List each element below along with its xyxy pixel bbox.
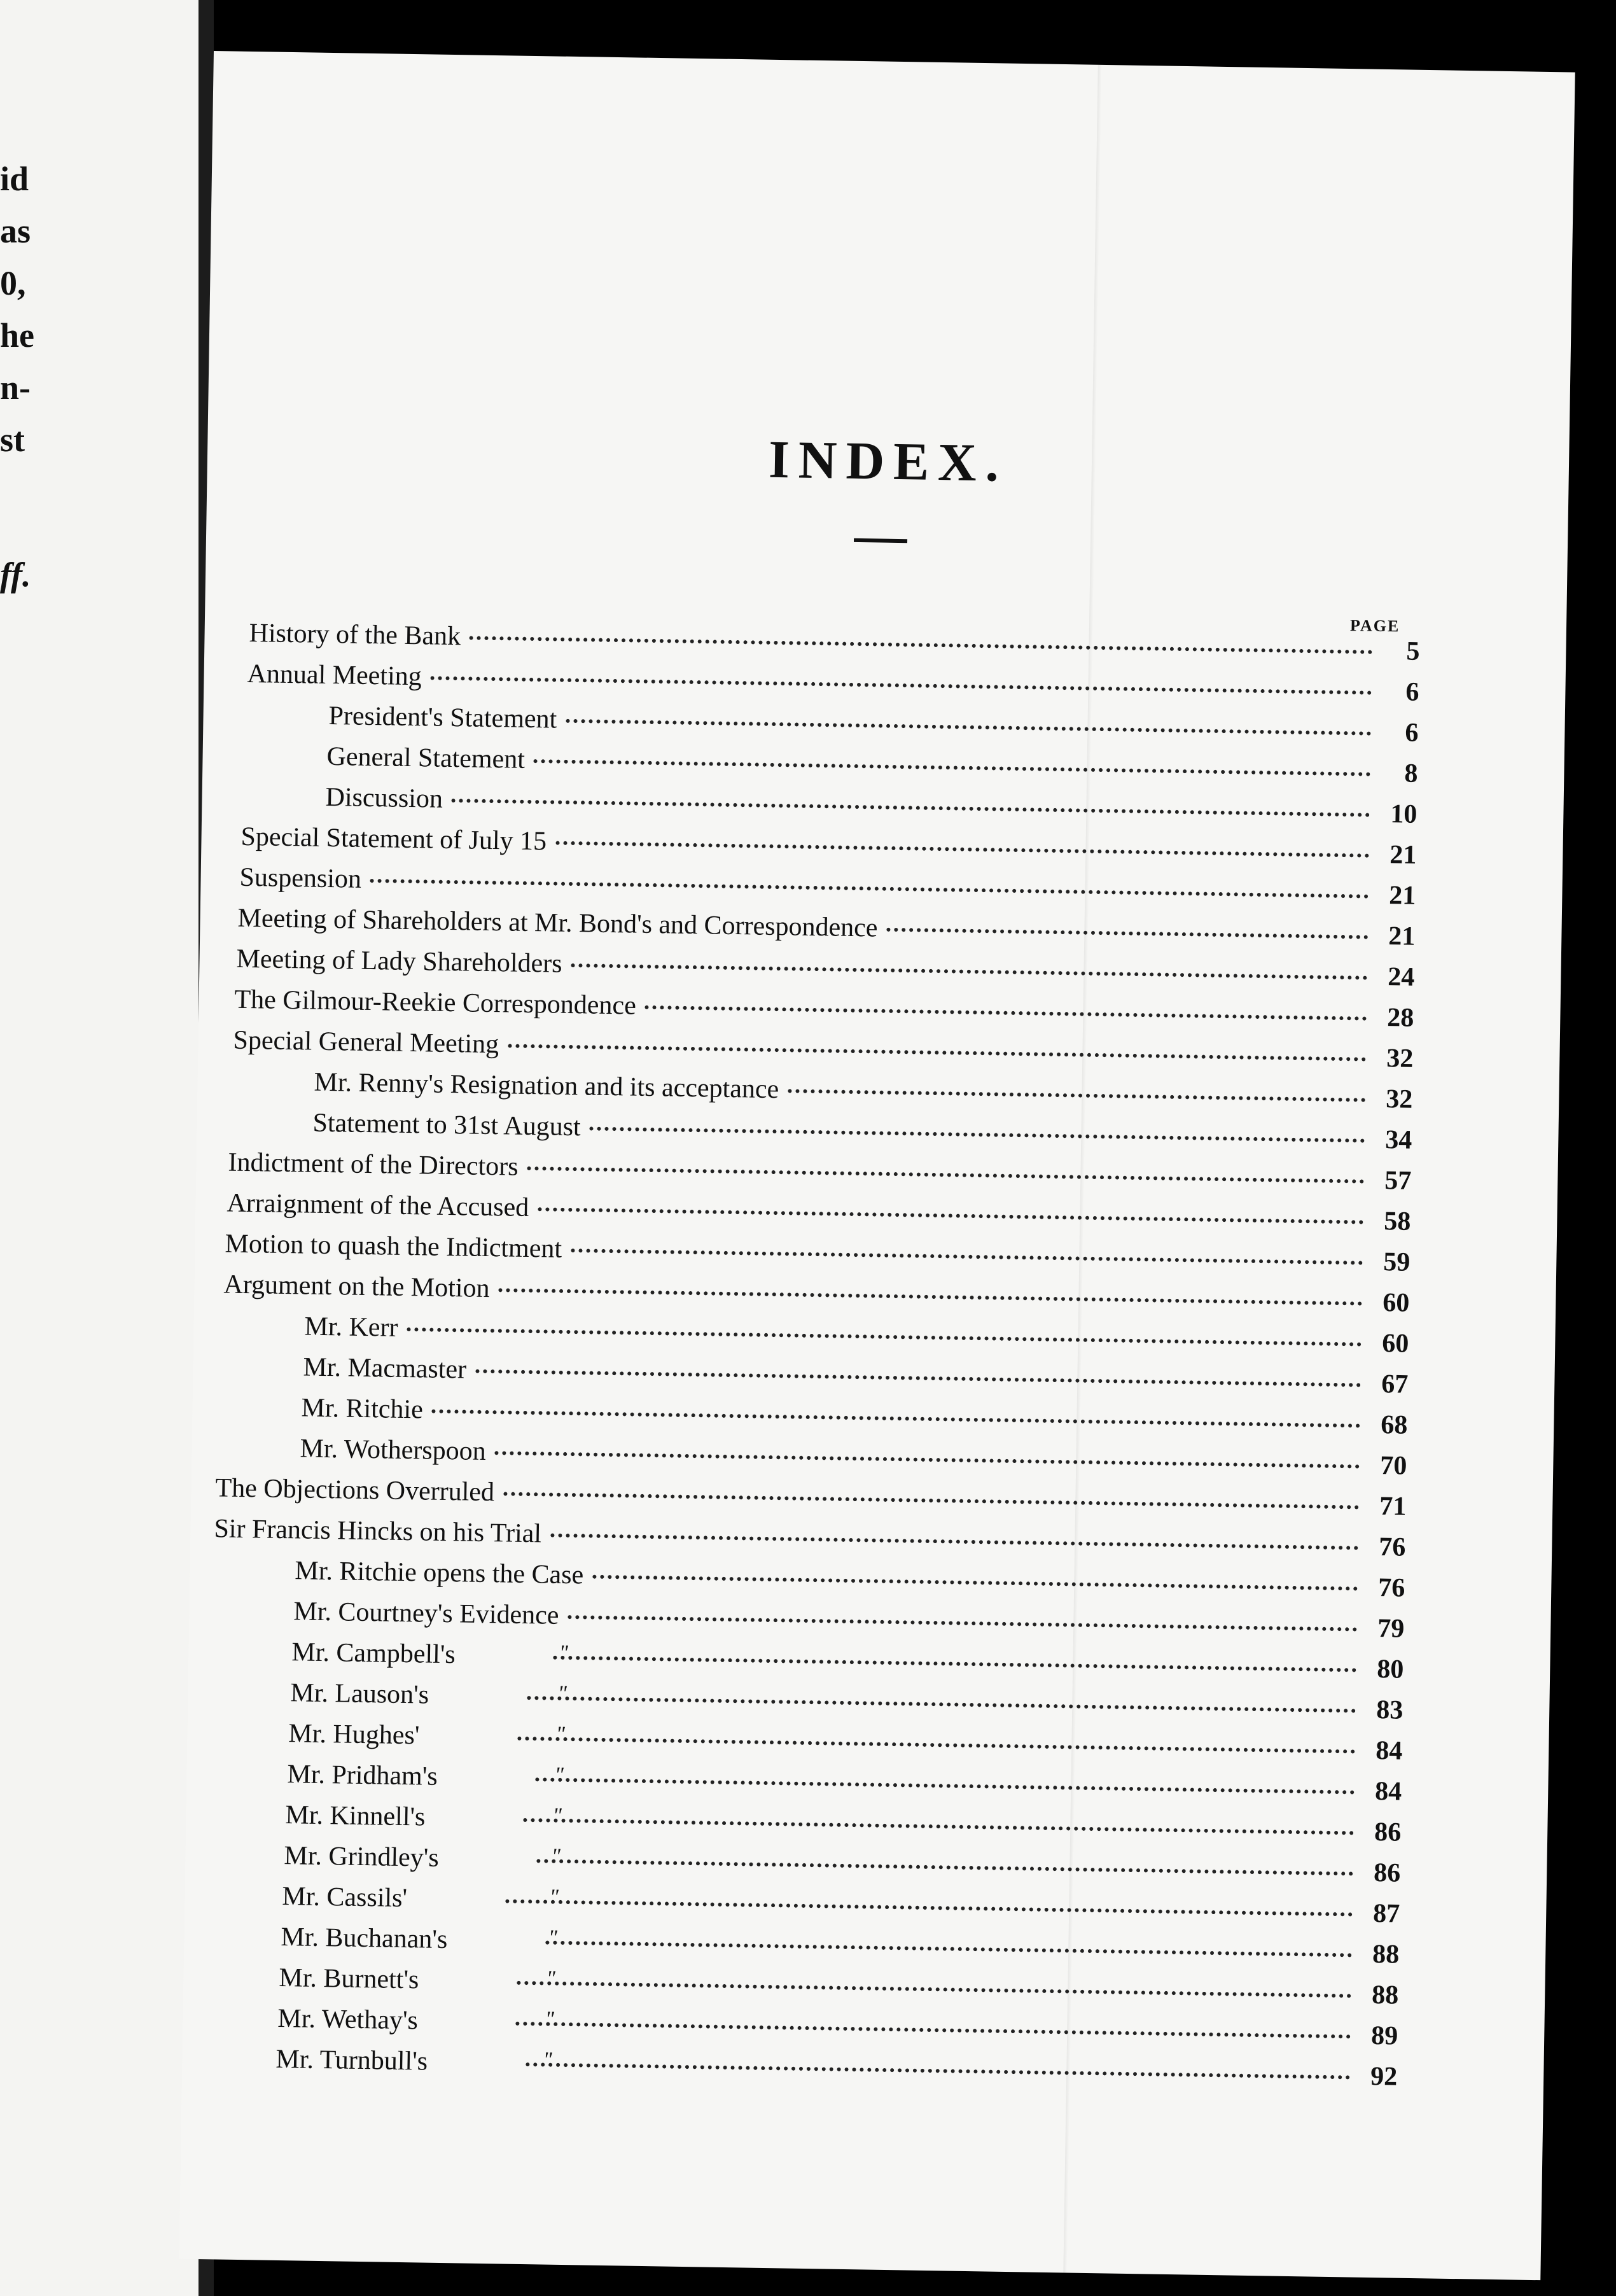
dot-leader	[508, 1044, 1366, 1061]
entry-page-number: 84	[1375, 1736, 1403, 1766]
dot-leader	[554, 1656, 1357, 1672]
dot-leader	[475, 1369, 1361, 1387]
entry-label: Meeting of Lady Shareholders	[236, 944, 562, 979]
entry-label: Special General Meeting	[233, 1025, 499, 1060]
dot-leader	[431, 676, 1372, 694]
entry-label: Mr. Kerr	[304, 1312, 398, 1343]
entry-label: Sir Francis Hincks on his Trial	[214, 1514, 542, 1549]
entry-label: Annual Meeting	[247, 659, 422, 692]
entry-page-number: 84	[1374, 1777, 1402, 1807]
dot-leader	[527, 1696, 1356, 1712]
dot-leader	[407, 1327, 1362, 1347]
ditto-mark: "	[543, 2048, 553, 2072]
dot-leader	[537, 1859, 1354, 1875]
entry-label: Special Statement of July 15	[240, 822, 547, 857]
dot-leader	[452, 799, 1370, 817]
entry-page-number: 8	[1404, 759, 1418, 788]
entry-page-number: 34	[1384, 1125, 1412, 1155]
entry-label: Suspension	[239, 862, 362, 894]
dot-leader	[432, 1410, 1361, 1428]
entry-label: President's Statement	[328, 701, 557, 734]
dot-leader	[517, 1737, 1355, 1754]
dot-leader	[516, 2022, 1351, 2039]
dot-leader	[645, 1005, 1367, 1021]
entry-label: Mr. Ritchie opens the Case	[295, 1556, 584, 1590]
entry-page-number: 70	[1379, 1451, 1407, 1481]
ditto-mark: "	[559, 1641, 569, 1665]
left-fragment-text: as	[0, 212, 31, 250]
entry-label: The Gilmour-Reekie Correspondence	[234, 984, 637, 1021]
entry-page-number: 10	[1390, 799, 1417, 829]
ditto-mark: "	[557, 1681, 568, 1706]
entry-label: Mr. Burnett's	[279, 1963, 419, 1995]
ditto-mark: "	[549, 1885, 559, 1909]
entry-page-number: 88	[1372, 1939, 1400, 1970]
ditto-mark: "	[554, 1763, 564, 1787]
entry-label: Indictment of the Directors	[228, 1147, 519, 1182]
dot-leader	[590, 1126, 1365, 1142]
ditto-mark: "	[555, 1722, 566, 1746]
entry-page-number: 87	[1372, 1898, 1400, 1929]
entry-label: The Objections Overruled	[215, 1473, 495, 1508]
dot-leader	[571, 963, 1367, 980]
entry-label: Mr. Wethay's	[277, 2003, 419, 2036]
entry-label: Mr. Lauson's	[290, 1678, 429, 1710]
entry-page-number: 58	[1383, 1207, 1411, 1236]
dot-leader	[517, 1981, 1351, 1998]
entry-label: Mr. Courtney's Evidence	[293, 1597, 559, 1630]
entry-label: Mr. Renny's Resignation and its acceptance	[314, 1067, 779, 1105]
dot-leader	[527, 1166, 1364, 1184]
dot-leader	[505, 1900, 1353, 1917]
entry-label: History of the Bank	[249, 618, 461, 652]
left-fragment-text: ff.	[0, 556, 31, 594]
entry-label: Mr. Buchanan's	[281, 1922, 448, 1955]
entry-page-number: 86	[1373, 1858, 1401, 1888]
dot-leader	[566, 719, 1371, 736]
page-column-header: PAGE	[1349, 616, 1400, 636]
title-rule	[854, 538, 907, 543]
dot-leader	[538, 1207, 1363, 1224]
dot-leader	[568, 1615, 1357, 1631]
entry-page-number: 32	[1386, 1044, 1414, 1074]
dot-leader	[545, 1941, 1352, 1957]
dot-leader	[550, 1534, 1358, 1550]
entry-page-number: 89	[1370, 2020, 1398, 2051]
entry-page-number: 21	[1388, 921, 1416, 951]
entry-label: Mr. Cassils'	[282, 1882, 408, 1914]
page-title: INDEX.	[768, 430, 1008, 493]
entry-label: Discussion	[325, 782, 443, 814]
entry-label: Motion to quash the Indictment	[225, 1229, 562, 1264]
entry-label: Mr. Wotherspoon	[300, 1434, 487, 1466]
entry-page-number: 60	[1381, 1329, 1409, 1359]
dot-leader	[534, 759, 1371, 776]
entry-label: Mr. Campbell's	[291, 1637, 456, 1670]
dot-leader	[571, 1249, 1363, 1265]
dot-leader	[498, 1288, 1362, 1305]
entry-label: Statement to 31st August	[312, 1108, 582, 1142]
entry-label: Meeting of Shareholders at Mr. Bond's and Correspondence	[237, 903, 878, 943]
entry-page-number: 60	[1382, 1288, 1410, 1318]
entry-page-number: 21	[1389, 881, 1416, 911]
entry-label: Mr. Grindley's	[284, 1841, 440, 1873]
entry-page-number: 76	[1377, 1573, 1405, 1603]
entry-page-number: 24	[1388, 962, 1415, 992]
ditto-mark: "	[548, 1926, 558, 1950]
entry-label: Mr. Pridham's	[287, 1760, 438, 1791]
left-fragment-text: 0,	[0, 264, 26, 302]
dot-leader	[495, 1451, 1360, 1468]
entry-page-number: 6	[1405, 718, 1419, 748]
dot-leader	[788, 1089, 1365, 1102]
entry-label: Mr. Kinnell's	[285, 1800, 426, 1832]
dot-leader	[526, 2062, 1350, 2079]
entry-page-number: 28	[1387, 1003, 1414, 1033]
dot-leader	[503, 1492, 1359, 1509]
left-page-fragment	[0, 0, 201, 2296]
ditto-mark: "	[546, 1966, 556, 1991]
entry-page-number: 83	[1376, 1695, 1404, 1725]
index-list	[214, 561, 1421, 2103]
entry-label: General Statement	[326, 741, 526, 774]
left-fragment-text: he	[0, 316, 34, 354]
entry-page-number: 5	[1406, 636, 1420, 666]
dot-leader	[886, 928, 1368, 939]
entry-page-number: 21	[1390, 840, 1417, 870]
entry-page-number: 86	[1374, 1817, 1402, 1847]
entry-page-number: 76	[1378, 1532, 1406, 1562]
ditto-mark: "	[545, 2007, 555, 2031]
left-fragment-text: id	[0, 160, 29, 198]
left-fragment-text: st	[0, 421, 25, 459]
ditto-mark: "	[551, 1844, 561, 1868]
entry-label: Mr. Macmaster	[303, 1352, 467, 1385]
ditto-mark: "	[552, 1803, 562, 1828]
entry-page-number: 59	[1383, 1247, 1411, 1277]
entry-page-number: 88	[1371, 1980, 1399, 2010]
entry-page-number: 80	[1376, 1655, 1404, 1684]
dot-leader	[470, 636, 1372, 654]
dot-leader	[536, 1777, 1355, 1794]
entry-label: Mr. Turnbull's	[275, 2044, 428, 2076]
entry-page-number: 67	[1381, 1369, 1409, 1399]
dot-leader	[523, 1818, 1354, 1835]
entry-label: Mr. Ritchie	[301, 1393, 424, 1425]
entry-page-number: 57	[1384, 1166, 1412, 1196]
index-page	[179, 51, 1575, 2280]
entry-page-number: 6	[1405, 677, 1419, 707]
entry-label: Argument on the Motion	[223, 1270, 490, 1304]
dot-leader	[592, 1575, 1358, 1591]
entry-label: Arraignment of the Accused	[226, 1188, 529, 1222]
dot-leader	[555, 841, 1369, 858]
entry-label: Mr. Hughes'	[288, 1719, 420, 1751]
entry-page-number: 71	[1379, 1492, 1407, 1522]
entry-page-number: 68	[1380, 1410, 1408, 1440]
entry-page-number: 92	[1370, 2061, 1398, 2092]
left-fragment-text: n-	[0, 368, 31, 407]
entry-page-number: 79	[1377, 1614, 1405, 1644]
entry-page-number: 32	[1385, 1084, 1413, 1114]
dot-leader	[370, 879, 1369, 899]
left-page-text	[0, 153, 34, 601]
